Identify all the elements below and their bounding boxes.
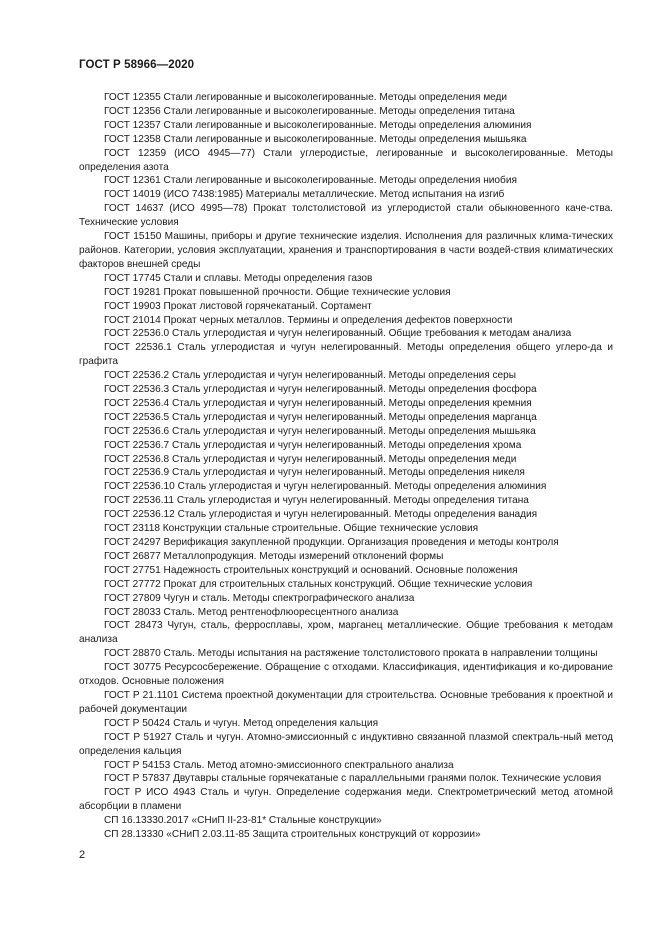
reference-item: СП 28.13330 «СНиП 2.03.11-85 Защита строительных конструкций от коррозии» bbox=[104, 829, 481, 841]
reference-item: ГОСТ 22536.0 Сталь углеродистая и чугун нелегированный. Общие требования к методам анализа bbox=[104, 328, 572, 340]
reference-item: ГОСТ 27751 Надежность строительных конструкций и оснований. Основные положения bbox=[104, 564, 518, 576]
reference-item: ГОСТ 26877 Металлопродукция. Методы измерений отклонений формы bbox=[104, 550, 444, 562]
reference-item: ГОСТ 21014 Прокат черных металлов. Термины и определения дефектов поверхности bbox=[104, 314, 513, 326]
reference-item: ГОСТ Р 51927 Сталь и чугун. Атомно-эмиссионный с индуктивно связанной плазмой спектраль-ный метод определения кальция bbox=[79, 731, 613, 757]
reference-item: ГОСТ 22536.5 Сталь углеродистая и чугун нелегированный. Методы определения марганца bbox=[104, 411, 537, 423]
reference-item: ГОСТ 28033 Сталь. Метод рентгенофлюоресцентного анализа bbox=[104, 606, 399, 618]
reference-item: ГОСТ 22536.8 Сталь углеродистая и чугун нелегированный. Методы определения меди bbox=[104, 453, 517, 465]
reference-item: ГОСТ 30775 Ресурсосбережение. Обращение с отходами. Классификация, идентификация и ко-дирование отходов. Основные положения bbox=[79, 662, 613, 688]
reference-item: ГОСТ 19281 Прокат повышенной прочности. Общие технические условия bbox=[104, 286, 451, 298]
reference-item: ГОСТ 28870 Сталь. Методы испытания на растяжение толстолистового проката в направлении толщины bbox=[104, 648, 598, 660]
reference-item: ГОСТ 14637 (ИСО 4995—78) Прокат толстолистовой из углеродистой стали обыкновенного каче-ства. Технические условия bbox=[79, 203, 613, 229]
reference-item: ГОСТ 14019 (ИСО 7438:1985) Материалы металлические. Метод испытания на изгиб bbox=[104, 189, 505, 201]
reference-item: ГОСТ 28473 Чугун, сталь, ферросплавы, хром, марганец металлические. Общие требования к методам анализа bbox=[79, 620, 613, 646]
reference-item: ГОСТ 22536.9 Сталь углеродистая и чугун нелегированный. Методы определения никеля bbox=[104, 467, 525, 479]
reference-item: ГОСТ 12359 (ИСО 4945—77) Стали углеродистые, легированные и высоколегированные. Методы определения азота bbox=[79, 147, 613, 173]
reference-item: ГОСТ 22536.2 Сталь углеродистая и чугун нелегированный. Методы определения серы bbox=[104, 370, 517, 382]
reference-item: ГОСТ 22536.6 Сталь углеродистая и чугун нелегированный. Методы определения мышьяка bbox=[104, 425, 536, 437]
reference-item: ГОСТ 12361 Стали легированные и высоколегированные. Методы определения ниобия bbox=[104, 175, 517, 187]
reference-item: ГОСТ 12357 Стали легированные и высоколегированные. Методы определения алюминия bbox=[104, 119, 532, 131]
normative-references-list bbox=[79, 91, 613, 842]
reference-item: ГОСТ Р ИСО 4943 Сталь и чугун. Определение содержания меди. Спектрометрический метод атомной абсорбции в пламени bbox=[79, 787, 613, 813]
reference-item: ГОСТ 12356 Стали легированные и высоколегированные. Методы определения титана bbox=[104, 105, 515, 117]
reference-item: ГОСТ 19903 Прокат листовой горячекатаный. Сортамент bbox=[104, 300, 372, 312]
reference-item: ГОСТ 22536.10 Сталь углеродистая и чугун нелегированный. Методы определения алюминия bbox=[104, 481, 547, 493]
reference-item: ГОСТ 22536.4 Сталь углеродистая и чугун нелегированный. Методы определения кремния bbox=[104, 397, 532, 409]
reference-item: ГОСТ 27809 Чугун и сталь. Методы спектрографического анализа bbox=[104, 592, 415, 604]
reference-item: ГОСТ 24297 Верификация закупленной продукции. Организация проведения и методы контроля bbox=[104, 537, 559, 548]
page-number: 2 bbox=[79, 849, 86, 861]
reference-item: ГОСТ 23118 Конструкции стальные строительные. Общие технические условия bbox=[104, 523, 479, 535]
reference-item: ГОСТ 27772 Прокат для строительных стальных конструкций. Общие технические условия bbox=[104, 578, 533, 590]
reference-item: СП 16.13330.2017 «СНиП II-23-81* Стальные конструкции» bbox=[104, 815, 382, 827]
reference-item: ГОСТ 12355 Стали легированные и высоколегированные. Методы определения меди bbox=[104, 92, 508, 103]
reference-item: ГОСТ 22536.12 Сталь углеродистая и чугун нелегированный. Методы определения ванадия bbox=[104, 509, 538, 521]
reference-item: ГОСТ Р 21.1101 Система проектной документации для строительства. Основные требования к проектной и рабочей документации bbox=[79, 689, 613, 715]
reference-item: ГОСТ 22536.1 Сталь углеродистая и чугун нелегированный. Методы определения общего углеро-да и графита bbox=[79, 342, 613, 368]
reference-item: ГОСТ 22536.3 Сталь углеродистая и чугун нелегированный. Методы определения фосфора bbox=[104, 384, 537, 396]
reference-item: ГОСТ 15150 Машины, приборы и другие технические изделия. Исполнения для различных клима-тических районов. Категории, условия эксплуатации, хранения и транспортирования в части воздей-ствия климатических факторов внешней среды bbox=[79, 231, 613, 270]
reference-item: ГОСТ Р 54153 Сталь. Метод атомно-эмиссионного спектрального анализа bbox=[104, 759, 454, 771]
document-header: ГОСТ Р 58966—2020 bbox=[79, 59, 195, 71]
reference-item: ГОСТ 22536.11 Сталь углеродистая и чугун нелегированный. Методы определения титана bbox=[104, 495, 529, 507]
reference-item: ГОСТ 12358 Стали легированные и высоколегированные. Методы определения мышьяка bbox=[104, 133, 527, 145]
reference-item: ГОСТ Р 50424 Сталь и чугун. Метод определения кальция bbox=[104, 717, 379, 729]
reference-item: ГОСТ 17745 Стали и сплавы. Методы определения газов bbox=[104, 272, 373, 284]
reference-item: ГОСТ Р 57837 Двутавры стальные горячекатаные с параллельными гранями полок. Технические условия bbox=[104, 773, 602, 785]
reference-item: ГОСТ 22536.7 Сталь углеродистая и чугун нелегированный. Методы определения хрома bbox=[104, 439, 522, 451]
